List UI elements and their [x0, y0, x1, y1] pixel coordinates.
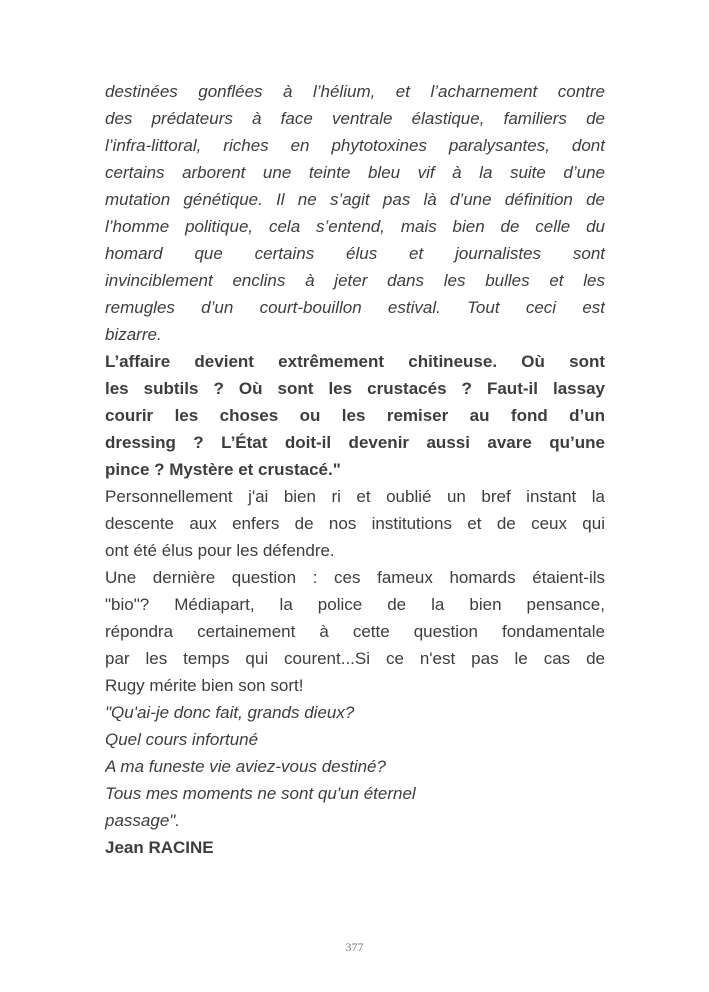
text-line: Tous mes moments ne sont qu'un éternel [105, 784, 416, 803]
paragraph-comment-2 [105, 564, 605, 699]
text-line: dressing ? L’État doit-il devenir aussi avare qu’une [105, 433, 605, 452]
paragraph-comment-1 [105, 483, 605, 564]
text-line: Une dernière question : ces fameux homards étaient-ils [105, 568, 605, 587]
text-line: pince ? Mystère et crustacé." [105, 460, 341, 479]
paragraph-italic-intro [105, 78, 605, 348]
text-line: par les temps qui courent...Si ce n'est pas le cas de [105, 649, 605, 668]
text-line: courir les choses ou les remiser au fond d’un [105, 406, 605, 425]
text-line: l’infra-littoral, riches en phytotoxines paralysantes, dont [105, 136, 605, 155]
text-line: Quel cours infortuné [105, 730, 259, 749]
text-line: l’homme politique, cela s’entend, mais bien de celle du [105, 217, 605, 236]
text-line: destinées gonflées à l’hélium, et l’acharnement contre [105, 82, 605, 101]
text-line: homard que certains élus et journalistes sont [105, 244, 605, 263]
author-name: Jean RACINE [105, 838, 214, 857]
text-line: certains arborent une teinte bleu vif à la suite d’une [105, 163, 605, 182]
text-line: mutation génétique. Il ne s’agit pas là d’une définition de [105, 190, 605, 209]
text-line: les subtils ? Où sont les crustacés ? Faut-il lassay [105, 379, 605, 398]
text-line: des prédateurs à face ventrale élastique, familiers de [105, 109, 605, 128]
text-line: remugles d’un court-bouillon estival. Tout ceci est [105, 298, 605, 317]
text-line: bizarre. [105, 325, 162, 344]
text-line: descente aux enfers de nos institutions et de ceux qui [105, 514, 605, 533]
page-text-block [105, 78, 605, 861]
text-line: ont été élus pour les défendre. [105, 541, 335, 560]
text-line: invinciblement enclins à jeter dans les bulles et les [105, 271, 605, 290]
paragraph-author [105, 834, 605, 861]
text-line: Rugy mérite bien son sort! [105, 676, 304, 695]
paragraph-poem [105, 699, 605, 834]
text-line: Personnellement j'ai bien ri et oublié un bref instant la [105, 487, 605, 506]
text-line: "bio"? Médiapart, la police de la bien pensance, [105, 595, 605, 614]
text-line: "Qu'ai-je donc fait, grands dieux? [105, 703, 355, 722]
text-line: A ma funeste vie aviez-vous destiné? [105, 757, 386, 776]
text-line: L’affaire devient extrêmement chitineuse. Où sont [105, 352, 605, 371]
paragraph-bold-quote [105, 348, 605, 483]
text-line: répondra certainement à cette question fondamentale [105, 622, 605, 641]
text-line: passage". [105, 811, 181, 830]
page-number: 377 [345, 940, 364, 954]
